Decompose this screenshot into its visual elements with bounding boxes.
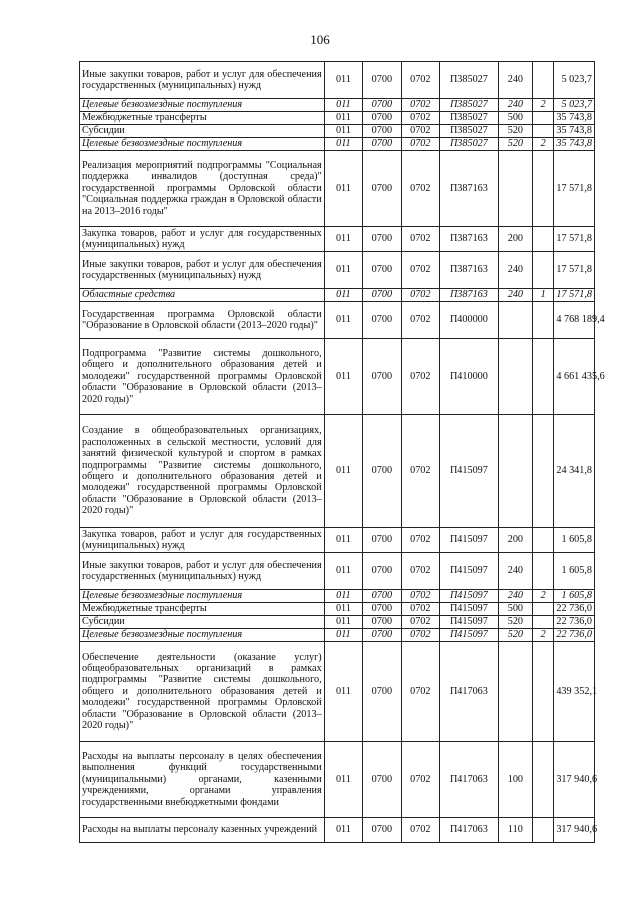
row-name: Целевые безвозмездные поступления xyxy=(80,138,325,151)
row-ministry-code: 011 xyxy=(324,616,362,629)
row-section-code: 0700 xyxy=(363,616,401,629)
row-source-code xyxy=(532,818,553,843)
row-target-article: П410000 xyxy=(440,339,499,415)
table-row xyxy=(80,99,595,112)
row-name: Иные закупки товаров, работ и услуг для обеспечения государственных (муниципальных) нужд xyxy=(80,252,325,289)
row-source-code xyxy=(532,125,553,138)
row-target-article: П417063 xyxy=(440,742,499,818)
table-row xyxy=(80,62,595,99)
row-section-code: 0700 xyxy=(363,603,401,616)
row-expense-type xyxy=(498,302,532,339)
table-row xyxy=(80,138,595,151)
row-section-code: 0700 xyxy=(363,252,401,289)
row-subsection-code: 0702 xyxy=(401,590,439,603)
row-name: Иные закупки товаров, работ и услуг для обеспечения государственных (муниципальных) нужд xyxy=(80,553,325,590)
row-ministry-code: 011 xyxy=(324,742,362,818)
row-name: Обеспечение деятельности (оказание услуг) общеобразовательных организаций в рамках подпрограммы "Развитие системы дошкольного, общего и дополнительного образования детей и молодежи" государственной программы Орловской области "Образование в Орловской области (2013–2020 годы)" xyxy=(80,642,325,742)
row-amount: 35 743,8 xyxy=(554,112,595,125)
row-expense-type: 240 xyxy=(498,252,532,289)
row-ministry-code: 011 xyxy=(324,227,362,252)
row-source-code: 2 xyxy=(532,590,553,603)
row-source-code xyxy=(532,151,553,227)
row-target-article: П415097 xyxy=(440,629,499,642)
row-target-article: П415097 xyxy=(440,415,499,528)
row-amount: 1 605,8 xyxy=(554,590,595,603)
row-section-code: 0700 xyxy=(363,151,401,227)
row-expense-type: 200 xyxy=(498,528,532,553)
row-target-article: П385027 xyxy=(440,125,499,138)
row-ministry-code: 011 xyxy=(324,112,362,125)
row-target-article: П385027 xyxy=(440,138,499,151)
table-row xyxy=(80,742,595,818)
row-target-article: П400000 xyxy=(440,302,499,339)
row-amount: 22 736,0 xyxy=(554,603,595,616)
page-number: 106 xyxy=(310,32,330,47)
row-amount: 35 743,8 xyxy=(554,138,595,151)
row-source-code xyxy=(532,62,553,99)
table-row xyxy=(80,289,595,302)
row-section-code: 0700 xyxy=(363,339,401,415)
row-amount: 5 023,7 xyxy=(554,99,595,112)
row-ministry-code: 011 xyxy=(324,138,362,151)
table-body xyxy=(80,62,605,843)
table-row xyxy=(80,616,595,629)
row-expense-type: 240 xyxy=(498,62,532,99)
row-target-article: П387163 xyxy=(440,252,499,289)
row-amount: 24 341,8 xyxy=(554,415,595,528)
row-ministry-code: 011 xyxy=(324,339,362,415)
row-ministry-code: 011 xyxy=(324,99,362,112)
row-name: Межбюджетные трансферты xyxy=(80,112,325,125)
row-ministry-code: 011 xyxy=(324,629,362,642)
row-ministry-code: 011 xyxy=(324,553,362,590)
row-section-code: 0700 xyxy=(363,138,401,151)
row-section-code: 0700 xyxy=(363,590,401,603)
row-source-code xyxy=(532,616,553,629)
row-name: Государственная программа Орловской области "Образование в Орловской области (2013–2020 годы)" xyxy=(80,302,325,339)
row-amount: 4 661 435,6 xyxy=(554,339,595,415)
row-amount: 35 743,8 xyxy=(554,125,595,138)
row-subsection-code: 0702 xyxy=(401,138,439,151)
row-section-code: 0700 xyxy=(363,742,401,818)
row-source-code xyxy=(532,742,553,818)
row-name: Субсидии xyxy=(80,125,325,138)
row-target-article: П417063 xyxy=(440,818,499,843)
row-expense-type xyxy=(498,415,532,528)
row-target-article: П387163 xyxy=(440,289,499,302)
row-expense-type: 520 xyxy=(498,125,532,138)
row-subsection-code: 0702 xyxy=(401,415,439,528)
table-row xyxy=(80,603,595,616)
row-ministry-code: 011 xyxy=(324,302,362,339)
row-subsection-code: 0702 xyxy=(401,112,439,125)
row-expense-type: 240 xyxy=(498,553,532,590)
row-subsection-code: 0702 xyxy=(401,252,439,289)
row-source-code: 2 xyxy=(532,629,553,642)
row-target-article: П415097 xyxy=(440,528,499,553)
row-target-article: П385027 xyxy=(440,112,499,125)
row-ministry-code: 011 xyxy=(324,642,362,742)
row-expense-type: 240 xyxy=(498,590,532,603)
row-name: Целевые безвозмездные поступления xyxy=(80,590,325,603)
row-name: Субсидии xyxy=(80,616,325,629)
row-target-article: П387163 xyxy=(440,151,499,227)
row-section-code: 0700 xyxy=(363,629,401,642)
row-subsection-code: 0702 xyxy=(401,528,439,553)
row-target-article: П417063 xyxy=(440,642,499,742)
row-expense-type: 520 xyxy=(498,616,532,629)
row-amount: 317 940,6 xyxy=(554,818,595,843)
row-source-code: 2 xyxy=(532,138,553,151)
row-expense-type xyxy=(498,339,532,415)
row-target-article: П415097 xyxy=(440,590,499,603)
table-row xyxy=(80,302,595,339)
budget-table xyxy=(79,61,605,843)
row-name: Подпрограмма "Развитие системы дошкольного, общего и дополнительного образования детей и молодежи" государственной программы Орловской области "Образование в Орловской области (2013–2020 годы)" xyxy=(80,339,325,415)
row-expense-type: 520 xyxy=(498,629,532,642)
table-row xyxy=(80,642,595,742)
table-row xyxy=(80,818,595,843)
row-ministry-code: 011 xyxy=(324,590,362,603)
row-name: Межбюджетные трансферты xyxy=(80,603,325,616)
row-section-code: 0700 xyxy=(363,99,401,112)
row-name: Целевые безвозмездные поступления xyxy=(80,99,325,112)
row-subsection-code: 0702 xyxy=(401,642,439,742)
row-subsection-code: 0702 xyxy=(401,99,439,112)
row-ministry-code: 011 xyxy=(324,818,362,843)
row-amount: 17 571,8 xyxy=(554,252,595,289)
row-section-code: 0700 xyxy=(363,125,401,138)
row-expense-type: 200 xyxy=(498,227,532,252)
row-source-code: 1 xyxy=(532,289,553,302)
row-ministry-code: 011 xyxy=(324,603,362,616)
row-amount: 1 605,8 xyxy=(554,553,595,590)
row-name: Целевые безвозмездные поступления xyxy=(80,629,325,642)
row-amount: 17 571,8 xyxy=(554,151,595,227)
row-amount: 17 571,8 xyxy=(554,289,595,302)
row-subsection-code: 0702 xyxy=(401,629,439,642)
row-amount: 1 605,8 xyxy=(554,528,595,553)
row-subsection-code: 0702 xyxy=(401,151,439,227)
row-amount: 317 940,6 xyxy=(554,742,595,818)
row-ministry-code: 011 xyxy=(324,151,362,227)
row-subsection-code: 0702 xyxy=(401,818,439,843)
row-target-article: П415097 xyxy=(440,553,499,590)
row-name: Расходы на выплаты персоналу казенных учреждений xyxy=(80,818,325,843)
row-target-article: П415097 xyxy=(440,603,499,616)
row-section-code: 0700 xyxy=(363,289,401,302)
row-expense-type: 500 xyxy=(498,112,532,125)
table-row xyxy=(80,151,595,227)
row-target-article: П385027 xyxy=(440,62,499,99)
row-source-code: 2 xyxy=(532,99,553,112)
row-subsection-code: 0702 xyxy=(401,742,439,818)
row-subsection-code: 0702 xyxy=(401,302,439,339)
row-subsection-code: 0702 xyxy=(401,603,439,616)
row-ministry-code: 011 xyxy=(324,125,362,138)
row-ministry-code: 011 xyxy=(324,62,362,99)
row-section-code: 0700 xyxy=(363,227,401,252)
table-row xyxy=(80,590,595,603)
row-subsection-code: 0702 xyxy=(401,553,439,590)
row-expense-type: 100 xyxy=(498,742,532,818)
row-amount: 22 736,0 xyxy=(554,616,595,629)
row-name: Закупка товаров, работ и услуг для государственных (муниципальных) нужд xyxy=(80,227,325,252)
row-source-code xyxy=(532,339,553,415)
row-target-article: П385027 xyxy=(440,99,499,112)
row-name: Областные средства xyxy=(80,289,325,302)
row-section-code: 0700 xyxy=(363,553,401,590)
row-name: Реализация мероприятий подпрограммы "Социальная поддержка инвалидов (доступная среда)" государственной программы Орловской области "Социальная поддержка граждан в Орловской области на 2013–2016 годы" xyxy=(80,151,325,227)
row-expense-type: 110 xyxy=(498,818,532,843)
table-row xyxy=(80,339,595,415)
table-row xyxy=(80,252,595,289)
row-subsection-code: 0702 xyxy=(401,339,439,415)
row-ministry-code: 011 xyxy=(324,252,362,289)
row-subsection-code: 0702 xyxy=(401,227,439,252)
row-subsection-code: 0702 xyxy=(401,289,439,302)
row-ministry-code: 011 xyxy=(324,415,362,528)
table-row xyxy=(80,227,595,252)
row-section-code: 0700 xyxy=(363,415,401,528)
row-amount: 5 023,7 xyxy=(554,62,595,99)
row-name: Иные закупки товаров, работ и услуг для обеспечения государственных (муниципальных) нужд xyxy=(80,62,325,99)
row-source-code xyxy=(532,553,553,590)
table-row xyxy=(80,125,595,138)
row-ministry-code: 011 xyxy=(324,528,362,553)
row-name: Закупка товаров, работ и услуг для государственных (муниципальных) нужд xyxy=(80,528,325,553)
row-section-code: 0700 xyxy=(363,642,401,742)
row-source-code xyxy=(532,227,553,252)
row-source-code xyxy=(532,112,553,125)
row-expense-type: 240 xyxy=(498,99,532,112)
row-source-code xyxy=(532,415,553,528)
row-name: Расходы на выплаты персоналу в целях обеспечения выполнения функций государственными (муниципальными) органами, казенными учреждениями, органами управления государственными внебюджетными фондами xyxy=(80,742,325,818)
row-source-code xyxy=(532,302,553,339)
row-subsection-code: 0702 xyxy=(401,616,439,629)
row-amount: 17 571,8 xyxy=(554,227,595,252)
row-amount: 22 736,0 xyxy=(554,629,595,642)
row-expense-type: 520 xyxy=(498,138,532,151)
row-ministry-code: 011 xyxy=(324,289,362,302)
row-section-code: 0700 xyxy=(363,112,401,125)
table-row xyxy=(80,629,595,642)
row-section-code: 0700 xyxy=(363,528,401,553)
row-amount: 439 352,1 xyxy=(554,642,595,742)
row-section-code: 0700 xyxy=(363,302,401,339)
row-section-code: 0700 xyxy=(363,62,401,99)
table-row xyxy=(80,553,595,590)
row-section-code: 0700 xyxy=(363,818,401,843)
row-target-article: П387163 xyxy=(440,227,499,252)
row-expense-type xyxy=(498,151,532,227)
row-source-code xyxy=(532,642,553,742)
row-subsection-code: 0702 xyxy=(401,62,439,99)
row-source-code xyxy=(532,252,553,289)
table-row xyxy=(80,528,595,553)
row-expense-type: 500 xyxy=(498,603,532,616)
row-subsection-code: 0702 xyxy=(401,125,439,138)
row-expense-type: 240 xyxy=(498,289,532,302)
row-source-code xyxy=(532,603,553,616)
row-expense-type xyxy=(498,642,532,742)
table-row xyxy=(80,415,595,528)
table-row xyxy=(80,112,595,125)
row-amount: 4 768 189,4 xyxy=(554,302,595,339)
row-target-article: П415097 xyxy=(440,616,499,629)
row-source-code xyxy=(532,528,553,553)
row-name: Создание в общеобразовательных организациях, расположенных в сельской местности, условий для занятий физической культурой и спортом в рамках подпрограммы "Развитие системы дошкольного, общего и дополнительного образования детей и молодежи" государственной программы Орловской области "Образование в Орловской области (2013–2020 годы)" xyxy=(80,415,325,528)
